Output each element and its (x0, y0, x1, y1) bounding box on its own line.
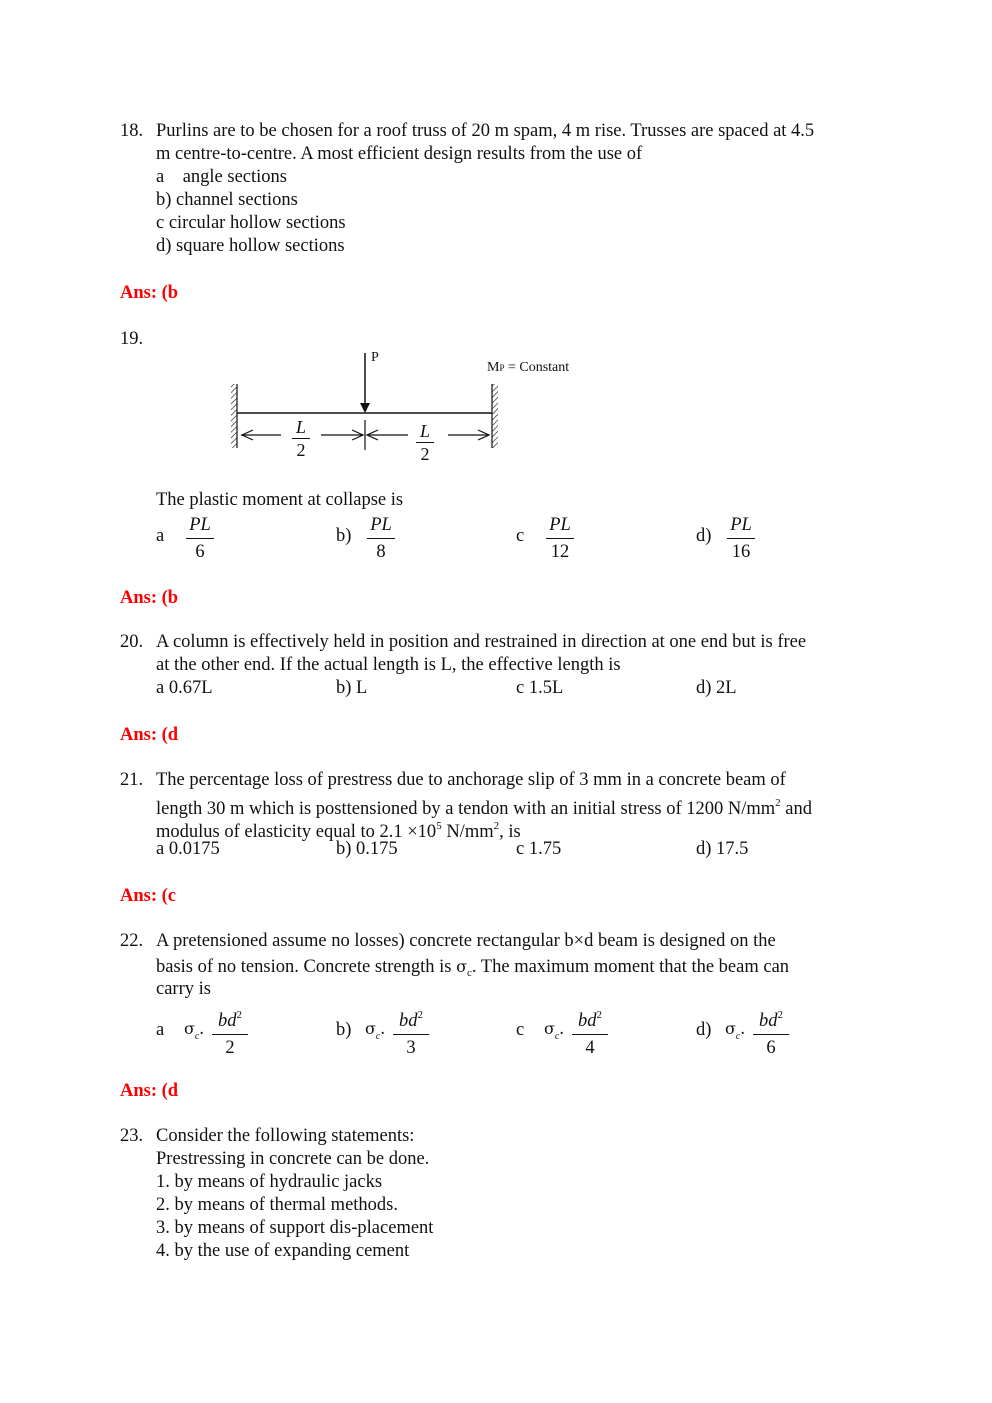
answer-label: Ans: (b (120, 588, 179, 608)
question-text-line: Prestressing in concrete can be done. (156, 1149, 430, 1169)
question-text-line: Consider the following statements: (156, 1126, 415, 1146)
question-number: 22. (120, 931, 144, 951)
question-text-line: carry is (156, 979, 211, 999)
option-c: c 1.75 (516, 839, 562, 859)
question-text-line: basis of no tension. Concrete strength is $\sigma_c$. The maximum moment that the beam can (156, 957, 790, 979)
option-c-label: c (516, 526, 525, 546)
statement-3: 3. by means of support dis-placement (156, 1218, 434, 1238)
question-text-line: m centre-to-centre. A most efficient design results from the use of (156, 144, 643, 164)
answer-label: Ans: (d (120, 1081, 179, 1101)
option-a-sigma: $\sigma_c$. (184, 1019, 204, 1042)
statement-1: 1. by means of hydraulic jacks (156, 1172, 383, 1192)
option-a: a 0.0175 (156, 839, 220, 859)
statement-2: 2. by means of thermal methods. (156, 1195, 398, 1215)
option-b: b) channel sections (156, 190, 298, 210)
question-text-line: The plastic moment at collapse is (156, 490, 404, 510)
option-d: d) square hollow sections (156, 236, 345, 256)
option-d-fraction: $bd^2$ 6 (753, 1004, 789, 1059)
option-b-label: b) (336, 526, 352, 546)
statement-4: 4. by the use of expanding cement (156, 1241, 410, 1261)
option-c-sigma: $\sigma_c$. (544, 1019, 564, 1042)
option-c-fraction: PL 12 (546, 514, 574, 563)
option-c: c circular hollow sections (156, 213, 346, 233)
answer-label: Ans: (c (120, 886, 177, 906)
option-b-fraction: $bd^2$ 3 (393, 1004, 429, 1059)
option-d-label: d) (696, 526, 712, 546)
option-b-fraction: PL 8 (367, 514, 395, 563)
question-text-line: length 30 m which is posttensioned by a tendon with an initial stress of 1200 $N/mm^2$ and (156, 797, 813, 819)
option-d: d) 2L (696, 678, 737, 698)
question-text-line: modulus of elasticity equal to $2.1 \times 10^5$ $N/mm^2$, is (156, 820, 521, 842)
option-d-label: d) (696, 1020, 712, 1040)
option-a-label: a (156, 1020, 165, 1040)
option-b-label: b) (336, 1020, 352, 1040)
question-text-line: at the other end. If the actual length is L, the effective length is (156, 655, 621, 675)
option-a-fraction: $bd^2$ 2 (212, 1004, 248, 1059)
option-c-label: c (516, 1020, 525, 1040)
plastic-moment-label: MP = Constant (487, 360, 570, 375)
beam-diagram (228, 350, 608, 470)
option-b: b) 0.175 (336, 839, 398, 859)
option-a-fraction: PL 6 (186, 514, 214, 563)
question-number: 18. (120, 121, 144, 141)
load-label: P (371, 350, 379, 365)
answer-label: Ans: (b (120, 283, 179, 303)
option-c-fraction: $bd^2$ 4 (572, 1004, 608, 1059)
option-a-label: a (156, 526, 165, 546)
span-right-fraction: L 2 (416, 420, 434, 465)
option-d-fraction: PL 16 (727, 514, 755, 563)
option-d-sigma: $\sigma_c$. (725, 1019, 745, 1042)
question-number: 20. (120, 632, 144, 652)
option-a: a 0.67L (156, 678, 213, 698)
answer-label: Ans: (d (120, 725, 179, 745)
option-b-sigma: $\sigma_c$. (365, 1019, 385, 1042)
option-d: d) 17.5 (696, 839, 749, 859)
question-number: 23. (120, 1126, 144, 1146)
question-text-line: Purlins are to be chosen for a roof truss of 20 m spam, 4 m rise. Trusses are spaced at 4.5 (156, 121, 815, 141)
option-b: b) L (336, 678, 368, 698)
question-text-line: The percentage loss of prestress due to anchorage slip of 3 mm in a concrete beam of (156, 770, 786, 790)
option-c: c 1.5L (516, 678, 564, 698)
option-a: a angle sections (156, 167, 287, 187)
question-number: 21. (120, 770, 144, 790)
span-left-fraction: L 2 (292, 416, 310, 461)
question-number: 19. (120, 329, 144, 349)
question-text-line: A column is effectively held in position and restrained in direction at one end but is free (156, 632, 807, 652)
question-text-line: A pretensioned assume no losses) concrete rectangular b×d beam is designed on the (156, 931, 776, 951)
